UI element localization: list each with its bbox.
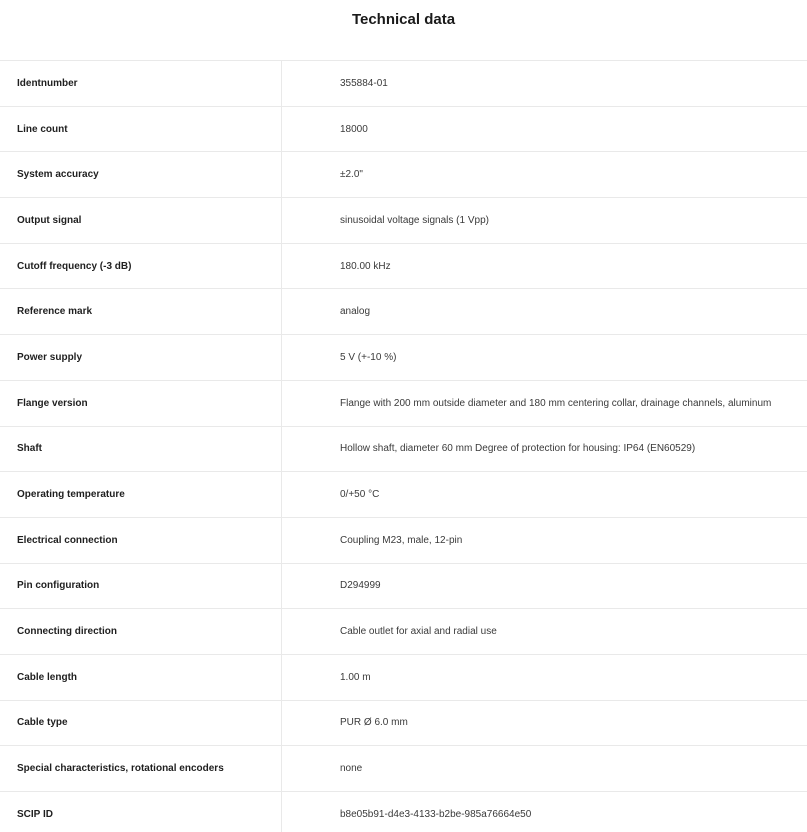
row-label: Reference mark xyxy=(0,289,282,334)
table-row-reference-mark xyxy=(0,289,807,335)
table-row-power-supply xyxy=(0,335,807,381)
row-value: ±2.0" xyxy=(340,169,363,181)
row-value: analog xyxy=(340,306,371,318)
table-row-system-accuracy xyxy=(0,152,807,198)
table-row-scip-id xyxy=(0,792,807,832)
row-value: 1.00 m xyxy=(340,671,371,683)
row-label: Cutoff frequency (-3 dB) xyxy=(0,244,282,289)
table-row-shaft xyxy=(0,427,807,473)
row-label: SCIP ID xyxy=(0,792,282,832)
table-row-electrical-connection xyxy=(0,518,807,564)
row-value: 5 V (+-10 %) xyxy=(340,351,397,363)
table-row-special-characteristics xyxy=(0,746,807,792)
row-label: Connecting direction xyxy=(0,609,282,654)
table-row-cable-length xyxy=(0,655,807,701)
row-value: 180.00 kHz xyxy=(340,260,391,272)
row-value: 18000 xyxy=(340,123,368,135)
table-row-operating-temperature xyxy=(0,472,807,518)
table-row-line-count xyxy=(0,107,807,153)
table-row-output-signal xyxy=(0,198,807,244)
row-label: Electrical connection xyxy=(0,518,282,563)
row-label: Operating temperature xyxy=(0,472,282,517)
row-value: sinusoidal voltage signals (1 Vpp) xyxy=(340,214,489,226)
row-value: Flange with 200 mm outside diameter and 180 mm centering collar, drainage channels, aluminum xyxy=(340,397,772,409)
row-value: none xyxy=(340,763,363,775)
row-label: Output signal xyxy=(0,198,282,243)
row-label: Pin configuration xyxy=(0,564,282,609)
row-value: b8e05b91-d4e3-4133-b2be-985a76664e50 xyxy=(340,808,532,820)
row-label: Identnumber xyxy=(0,61,282,106)
row-value: 355884-01 xyxy=(340,77,388,89)
technical-data-table xyxy=(0,60,807,832)
row-label: Cable type xyxy=(0,701,282,746)
page-title: Technical data xyxy=(351,11,456,28)
table-row-pin-configuration xyxy=(0,564,807,610)
row-value: D294999 xyxy=(340,580,381,592)
row-label: Flange version xyxy=(0,381,282,426)
row-label: Power supply xyxy=(0,335,282,380)
row-label: Special characteristics, rotational encoders xyxy=(0,746,282,791)
row-label: Line count xyxy=(0,107,282,152)
table-row-cable-type xyxy=(0,701,807,747)
row-value: Hollow shaft, diameter 60 mm Degree of protection for housing: IP64 (EN60529) xyxy=(340,443,696,455)
row-value: PUR Ø 6.0 mm xyxy=(340,717,408,729)
table-row-identnumber xyxy=(0,61,807,107)
table-row-cutoff-frequency xyxy=(0,244,807,290)
row-label: System accuracy xyxy=(0,152,282,197)
table-row-connecting-direction xyxy=(0,609,807,655)
row-label: Cable length xyxy=(0,655,282,700)
row-label: Shaft xyxy=(0,427,282,472)
row-value: 0/+50 °C xyxy=(340,489,380,501)
row-value: Cable outlet for axial and radial use xyxy=(340,626,497,638)
table-row-flange-version xyxy=(0,381,807,427)
row-value: Coupling M23, male, 12-pin xyxy=(340,534,463,546)
